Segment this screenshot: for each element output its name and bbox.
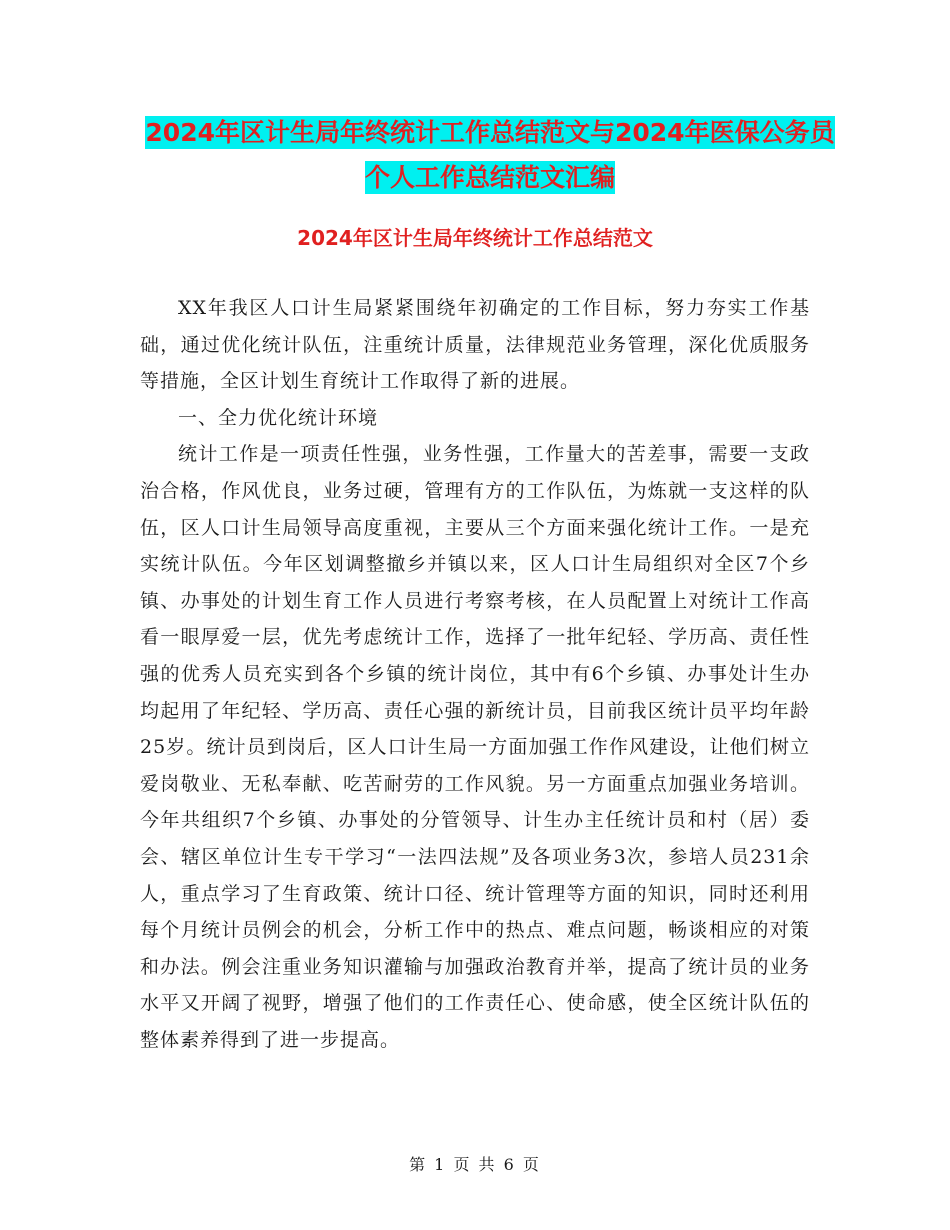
paragraph-intro: XX年我区人口计生局紧紧围绕年初确定的工作目标，努力夯实工作基础，通过优化统计队伍，注重统计质量，法律规范业务管理，深化优质服务等措施，全区计划生育统计工作取得了新的进展。 — [140, 297, 810, 393]
document-title-text: 2024年区计生局年终统计工作总结范文与2024年医保公务员个人工作总结范文汇编 — [145, 118, 835, 192]
paragraph-heading-1: 一、全力优化统计环境 — [178, 406, 379, 429]
document-title — [140, 110, 840, 200]
paragraph-statistics-team: 统计工作是一项责任性强，业务性强，工作量大的苦差事，需要一支政治合格，作风优良，业务过硬，管理有方的工作队伍，为炼就一支这样的队伍，区人口计生局领导高度重视，主要从三个方面来强化统计工作。一是充实统计队伍。今年区划调整撤乡并镇以来，区人口计生局组织对全区7个乡镇、办事处的计划生育工作人员进行考察考核，在人员配置上对统计工作高看一眼厚爱一层，优先考虑统计工作，选择了一批年纪轻、学历高、责任性强的优秀人员充实到各个乡镇的统计岗位，其中有6个乡镇、办事处计生办均起用了年纪轻、学历高、责任心强的新统计员，目前我区统计员平均年龄25岁。统计员到岗后，区人口计生局一方面加强工作作风建设，让他们树立爱岗敬业、无私奉献、吃苦耐劳的工作风貌。另一方面重点加强业务培训。今年共组织7个乡镇、办事处的分管领导、计生办主任统计员和村（居）委会、辖区单位计生专干学习“一法四法规”及各项业务3次，参培人员231余人，重点学习了生育政策、统计口径、统计管理等方面的知识，同时还利用每个月统计员例会的机会，分析工作中的热点、难点问题，畅谈相应的对策和办法。例会注重业务知识灌输与加强政治教育并举，提高了统计员的业务水平又开阔了视野，增强了他们的工作责任心、使命感，使全区统计队伍的整体素养得到了进一步提高。 — [140, 443, 810, 1051]
document-body — [140, 290, 810, 1058]
section-title: 2024年区计生局年终统计工作总结范文 — [297, 226, 653, 250]
page-number-footer: 第 1 页 共 6 页 — [409, 1155, 541, 1174]
